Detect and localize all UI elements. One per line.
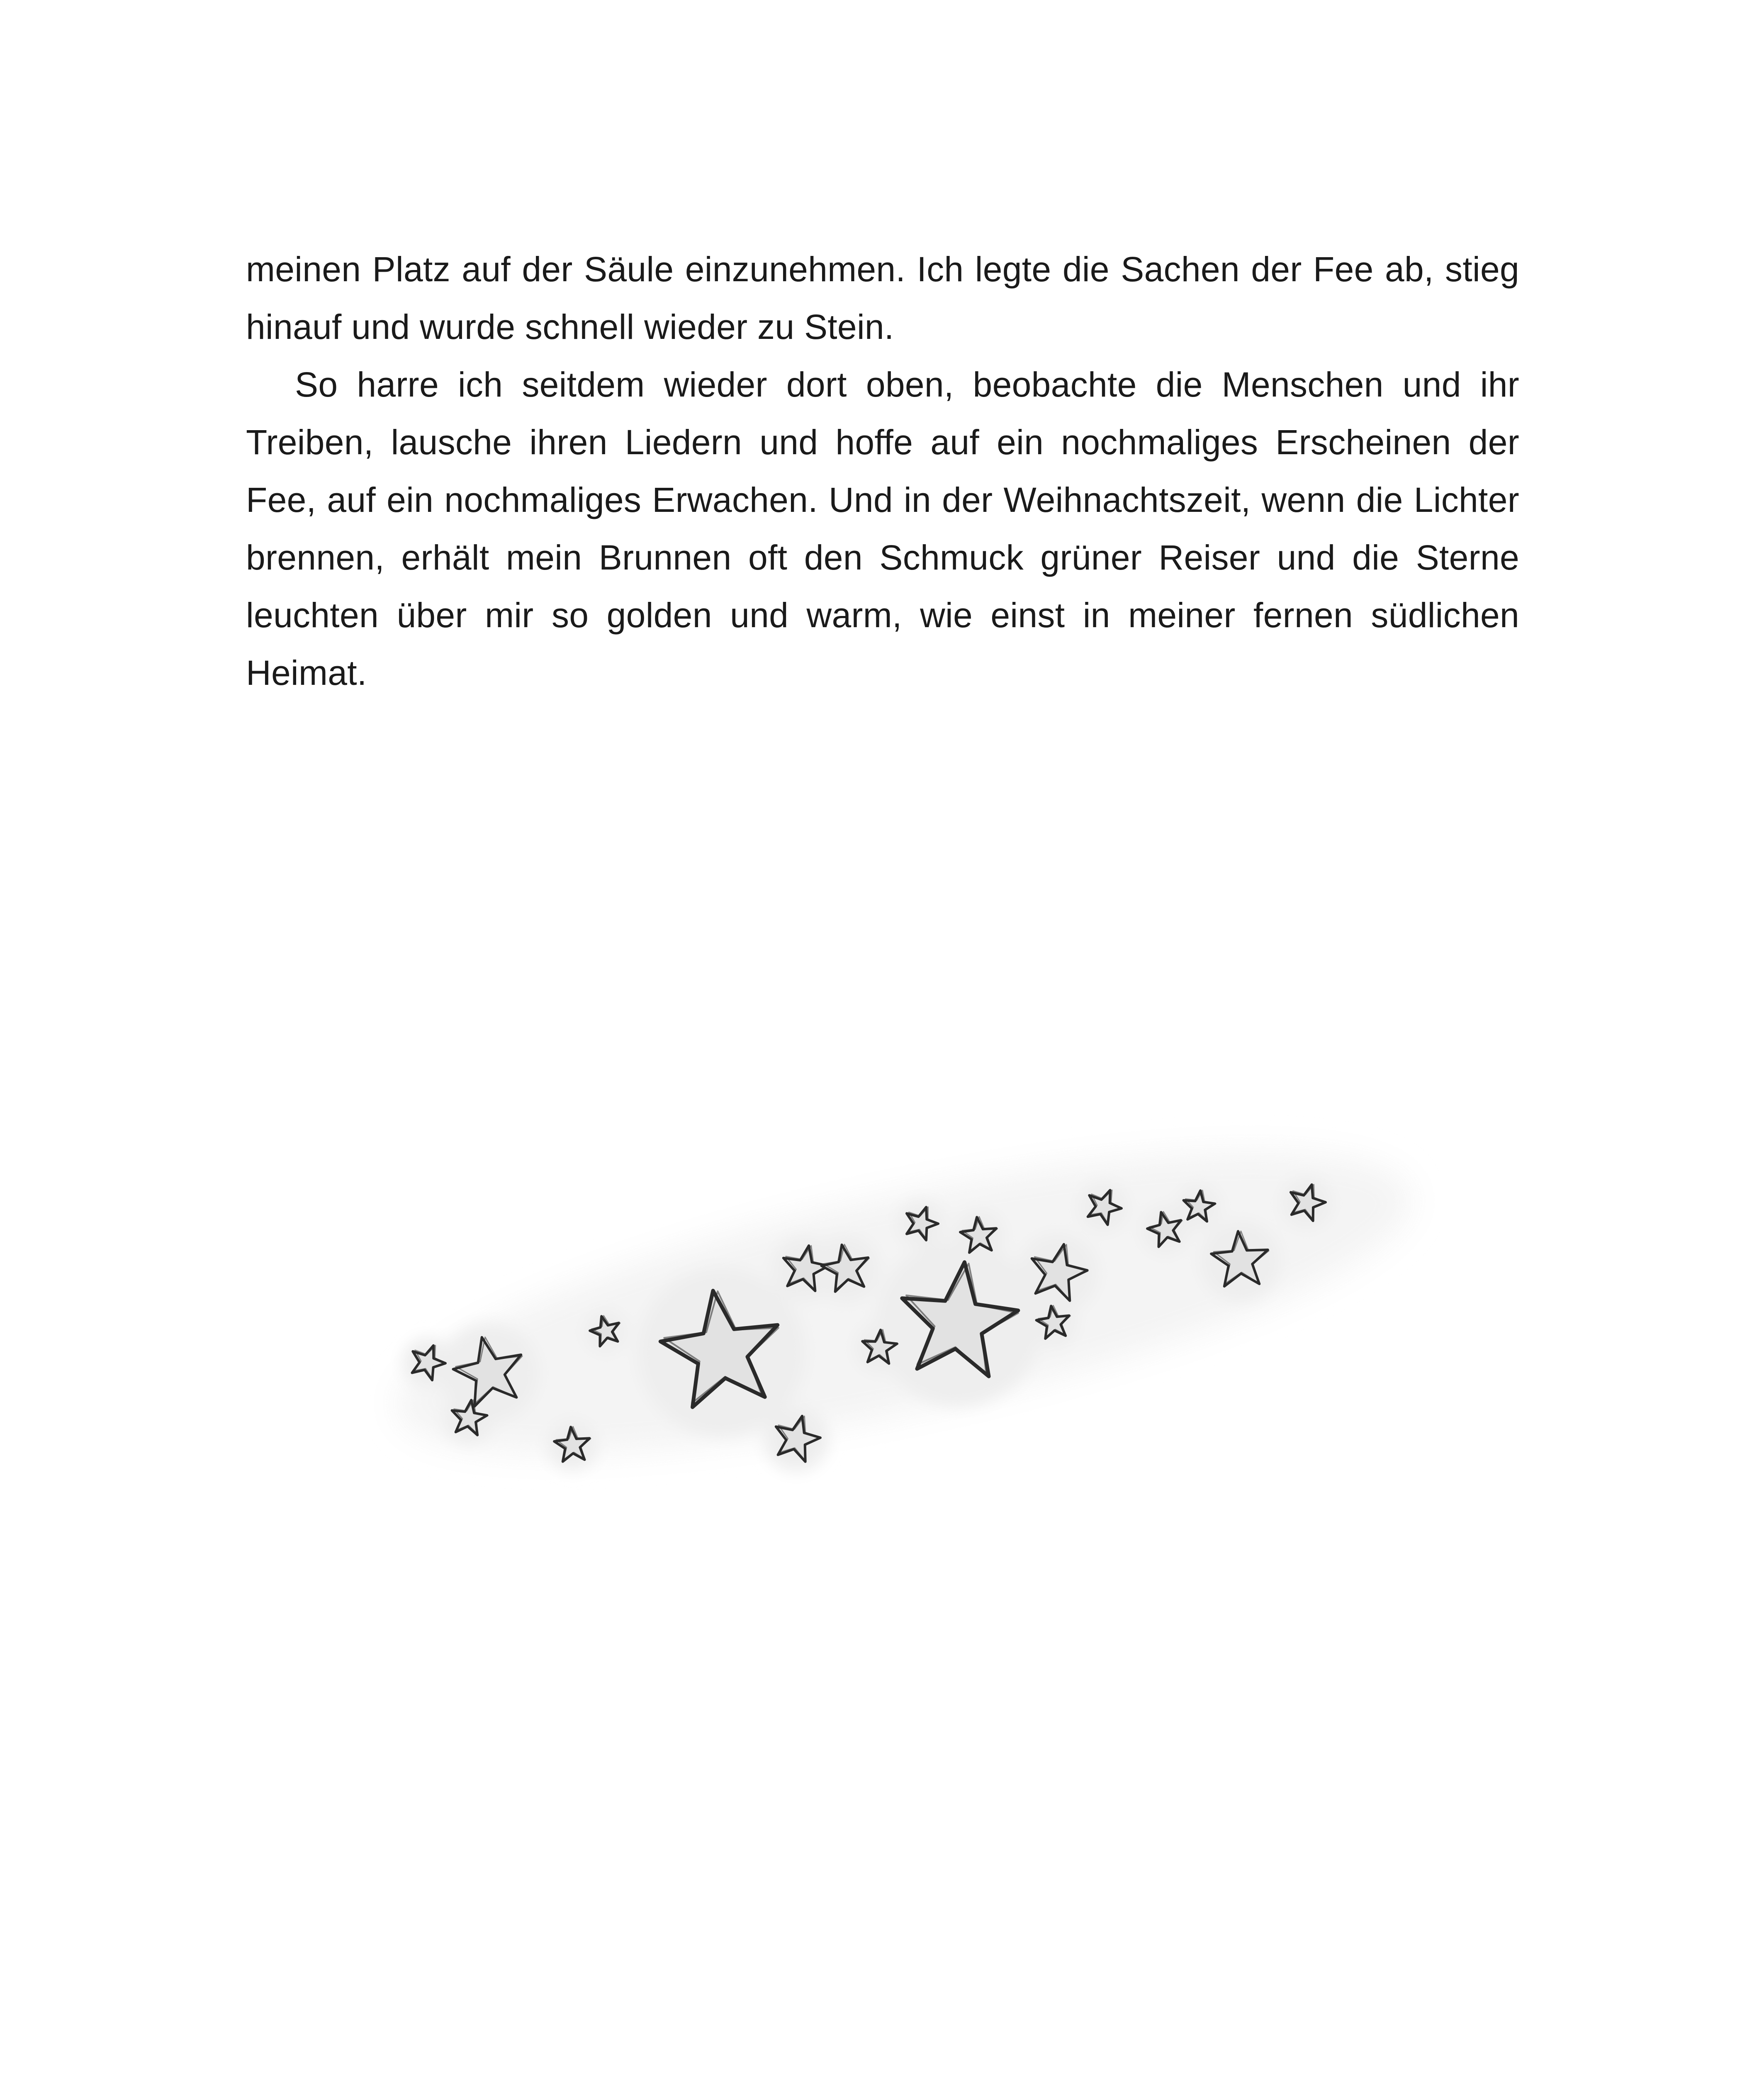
paragraph-1: meinen Platz auf der Säule einzunehmen. Ich legte die Sachen der Fee ab, stieg hinauf und wurde schnell wieder zu Stein. bbox=[246, 250, 1519, 346]
body-text bbox=[246, 241, 1519, 702]
star-cluster-icon bbox=[365, 1087, 1443, 1609]
paragraph-2: So harre ich seitdem wieder dort oben, beobachte die Menschen und ihr Treiben, lausche ihren Liedern und hoffe auf ein nochmaliges Erscheinen der Fee, auf ein nochmaliges Erwachen. Und in der Weihnachtszeit, wenn die Lichter brennen, erhält mein Brunnen oft den Schmuck grüner Reiser und die Sterne leuchten über mir so golden und warm, wie einst in meiner fernen südlichen Heimat. bbox=[246, 365, 1519, 692]
